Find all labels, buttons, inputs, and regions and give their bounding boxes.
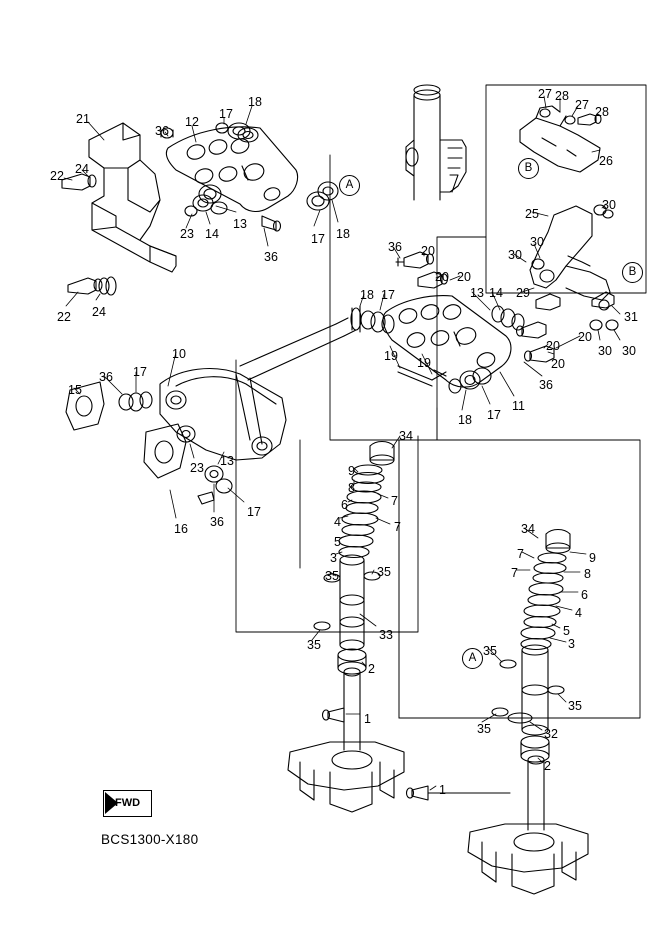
part-callout-35: 35 — [325, 569, 339, 583]
part-callout-18: 18 — [458, 413, 472, 427]
part-callout-13: 13 — [470, 286, 484, 300]
part-callout-17: 17 — [487, 408, 501, 422]
diagram-code: BCS1300-X180 — [101, 832, 199, 847]
part-callout-21: 21 — [76, 112, 90, 126]
part-callout-16: 16 — [174, 522, 188, 536]
part-callout-17: 17 — [311, 232, 325, 246]
part-callout-36: 36 — [388, 240, 402, 254]
part-callout-11: 11 — [512, 399, 525, 413]
part-callout-20: 20 — [546, 339, 560, 353]
part-callout-1: 1 — [439, 783, 446, 797]
part-callout-1: 1 — [364, 712, 371, 726]
part-callout-3: 3 — [568, 637, 575, 651]
forward-direction-indicator — [103, 790, 152, 817]
part-callout-5: 5 — [334, 535, 341, 549]
part-callout-23: 23 — [190, 461, 204, 475]
part-callout-19: 19 — [417, 356, 431, 370]
part-callout-4: 4 — [575, 606, 582, 620]
section-marker-a: A — [339, 175, 360, 196]
part-callout-15: 15 — [68, 383, 82, 397]
part-callout-35: 35 — [377, 565, 391, 579]
part-callout-24: 24 — [75, 162, 89, 176]
part-callout-20: 20 — [435, 270, 449, 284]
part-callout-3: 3 — [330, 551, 337, 565]
part-callout-30: 30 — [598, 344, 612, 358]
part-callout-17: 17 — [219, 107, 233, 121]
part-callout-33: 33 — [379, 628, 393, 642]
part-callout-20: 20 — [551, 357, 565, 371]
fwd-label: FWD — [114, 797, 141, 809]
section-marker-a: A — [462, 648, 483, 669]
part-callout-17: 17 — [381, 288, 395, 302]
part-callout-10: 10 — [172, 347, 186, 361]
part-callout-36: 36 — [155, 124, 169, 138]
section-marker-b: B — [518, 158, 539, 179]
part-callout-13: 13 — [233, 217, 247, 231]
part-callout-24: 24 — [92, 305, 106, 319]
part-callout-9: 9 — [589, 551, 596, 565]
part-callout-32: 32 — [544, 727, 558, 741]
part-callout-20: 20 — [578, 330, 592, 344]
part-callout-5: 5 — [563, 624, 570, 638]
part-callout-35: 35 — [483, 644, 497, 658]
section-marker-b: B — [622, 262, 643, 283]
part-callout-30: 30 — [508, 248, 522, 262]
part-callout-2: 2 — [368, 662, 375, 676]
part-callout-27: 27 — [538, 87, 552, 101]
part-callout-12: 12 — [185, 115, 199, 129]
part-callout-28: 28 — [595, 105, 609, 119]
part-callout-2: 2 — [544, 759, 551, 773]
part-callout-13: 13 — [220, 454, 234, 468]
part-callout-26: 26 — [599, 154, 613, 168]
part-callout-34: 34 — [521, 522, 535, 536]
part-callout-23: 23 — [180, 227, 194, 241]
part-callout-18: 18 — [336, 227, 350, 241]
part-callout-36: 36 — [264, 250, 278, 264]
part-callout-7: 7 — [394, 520, 401, 534]
part-callout-35: 35 — [477, 722, 491, 736]
part-callout-17: 17 — [133, 365, 147, 379]
part-callout-18: 18 — [360, 288, 374, 302]
part-callout-7: 7 — [517, 547, 524, 561]
part-callout-35: 35 — [307, 638, 321, 652]
part-callout-34: 34 — [399, 429, 413, 443]
part-callout-31: 31 — [624, 310, 638, 324]
part-callout-30: 30 — [530, 235, 544, 249]
part-callout-35: 35 — [568, 699, 582, 713]
part-callout-22: 22 — [57, 310, 71, 324]
part-callout-28: 28 — [555, 89, 569, 103]
part-callout-29: 29 — [516, 286, 530, 300]
part-callout-4: 4 — [334, 515, 341, 529]
part-callout-36: 36 — [210, 515, 224, 529]
part-callout-6: 6 — [341, 498, 348, 512]
part-callout-7: 7 — [391, 494, 398, 508]
part-callout-22: 22 — [50, 169, 64, 183]
part-callout-14: 14 — [489, 286, 503, 300]
part-callout-27: 27 — [575, 98, 589, 112]
part-callout-36: 36 — [539, 378, 553, 392]
part-callout-17: 17 — [247, 505, 261, 519]
part-callout-14: 14 — [205, 227, 219, 241]
part-callout-25: 25 — [525, 207, 539, 221]
part-callout-9: 9 — [348, 464, 355, 478]
part-callout-30: 30 — [622, 344, 636, 358]
part-callout-8: 8 — [584, 567, 591, 581]
part-callout-20: 20 — [457, 270, 471, 284]
part-callout-19: 19 — [384, 349, 398, 363]
part-callout-30: 30 — [602, 198, 616, 212]
part-callout-7: 7 — [511, 566, 518, 580]
part-callout-36: 36 — [99, 370, 113, 384]
part-callout-8: 8 — [348, 481, 355, 495]
part-callout-20: 20 — [421, 244, 435, 258]
part-callout-6: 6 — [581, 588, 588, 602]
part-callout-18: 18 — [248, 95, 262, 109]
